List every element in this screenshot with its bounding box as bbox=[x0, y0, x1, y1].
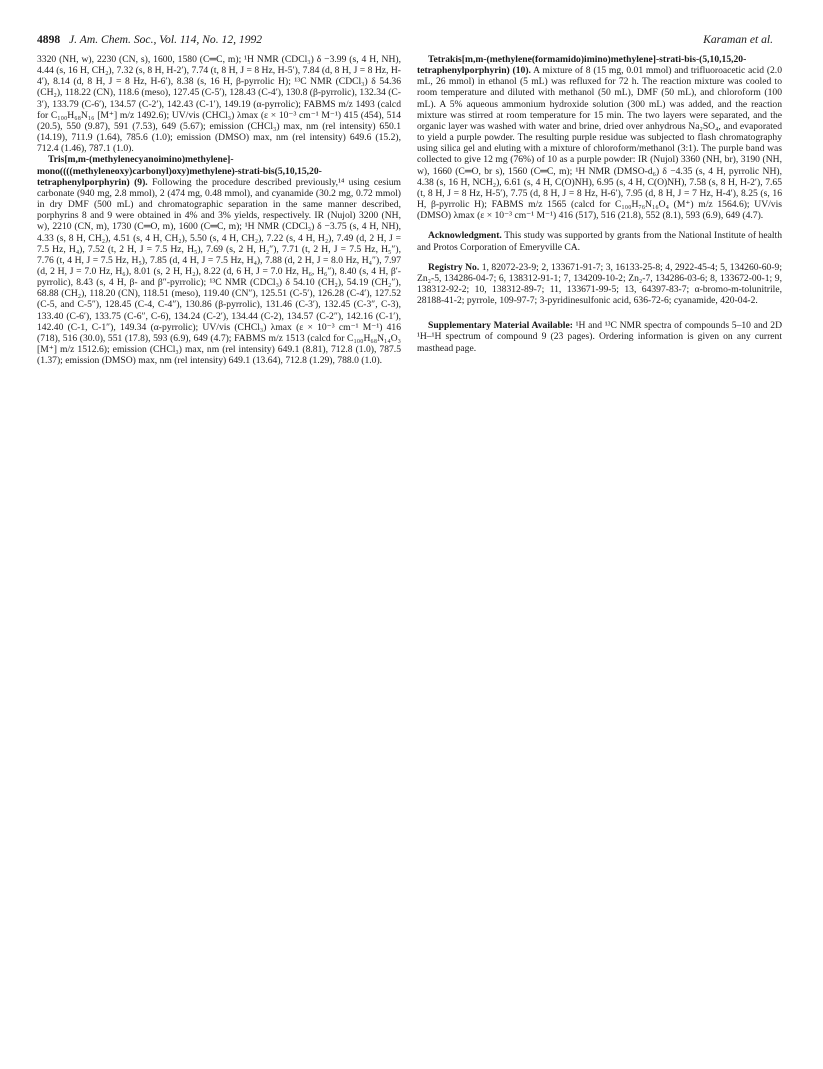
registry-text: 1, 82072-23-9; 2, 133671-91-7; 3, 16133-25-8; 4, 2922-45-4; 5, 134260-60-9; Zn₂-5, 134286-04-7; 6, 138312-91-1; 7, 134209-10-2; Zn₂-7, 134286-03-6; 8, 133672-00-1; 9, 138312-92-2; 10, 138312-89-7; 11, 133671-99-5; 13, 64397-83-7; α-bromo-m-tolunitrile, 28188-41-2; pyrrole, 109-97-7; 3-pyridinesulfonic acid, 636-72-6; cyanamide, 420-04-2. bbox=[417, 261, 782, 307]
supplementary-text: ¹H and ¹³C NMR spectra of compounds 5–10 and 2D ¹H–¹H spectrum of compound 9 (23 pages). Ordering information is given on any current masthead page. bbox=[417, 320, 782, 354]
registry-title: Registry No. bbox=[428, 261, 480, 273]
compound-10-paragraph bbox=[417, 54, 782, 221]
compound-8-text: 3320 (NH, w), 2230 (CN, s), 1600, 1580 (C═C, m); ¹H NMR (CDCl₃) δ −3.99 (s, 4 H, NH), 4.44 (s, 16 H, CH₂), 7.32 (s, 8 H, H-2′), 7.74 (t, 8 H, J = 8 Hz, H-5′), 7.84 (d, 8 H, J = 8 Hz, H-4′), 8.14 (d, 8 H, J = 8 Hz, H-6′), 8.38 (s, 16 H, β-pyrrolic H); ¹³C NMR (CDCl₃) δ 54.36 (CH₂), 118.22 (CN), 118.6 (meso), 127.45 (C-5′), 128.43 (C-4′), 130.8 (β-pyrrolic), 132.34 (C-3′), 133.79 (C-6′), 134.57 (C-2′), 142.43 (C-1′), 149.19 (α-pyrrolic); FABMS m/z 1493 (calcd for C₁₀₀H₆₈N₁₆ [M⁺] m/z 1492.6); UV/vis (CHCl₃) λmax (ε × 10⁻³ cm⁻¹ M⁻¹) 415 (454), 514 (20.5), 550 (9.87), 591 (7.53), 649 (5.67); emission (CHCl₃) max, nm (rel intensity) 650.1 (14.19), 711.9 (1.64), 785.6 (1.0); emission (DMSO) max, nm (rel intensity) 649.6 (15.2), 712.4 (1.46), 787.1 (1.0). bbox=[37, 54, 401, 155]
running-header bbox=[37, 33, 773, 51]
supplementary-title: Supplementary Material Available: bbox=[428, 320, 573, 332]
right-column bbox=[417, 54, 782, 354]
registry-paragraph bbox=[417, 262, 782, 307]
running-authors: Karaman et al. bbox=[703, 33, 773, 46]
compound-9-text: Following the procedure described previously,¹⁴ using cesium carbonate (940 mg, 2.8 mmol), 2 (474 mg, 0.48 mmol), and cyanamide (30.2 mg, 0.72 mmol) in dry DMF (500 mL) and chromatographic separation in the same manner described, porphyrins 8 and 9 were obtained in 4% and 3% yields, respectively. IR (Nujol) 3200 (NH, w), 2210 (CN, m), 1730 (C═O, m), 1600 (C═C, m); ¹H NMR (CDCl₃) δ −3.75 (s, 4 H, NH), 4.33 (s, 8 H, CH₂), 4.51 (s, 4 H, CH₂), 5.50 (s, 4 H, CH₂), 7.22 (s, 4 H, H₂), 7.49 (d, 2 H, J = 7.5 Hz, H₄), 7.52 (t, 2 H, J = 7.5 Hz, H₅), 7.69 (s, 2 H, H₂″), 7.71 (t, 2 H, J = 7.5 Hz, H₅″), 7.76 (t, 4 H, J = 7.5 Hz, H₅), 7.85 (d, 4 H, J = 7.5 Hz, H₄), 7.88 (d, 2 H, J = 8.0 Hz, H₄″), 7.97 (d, 2 H, J = 7.0 Hz, H₆), 8.01 (s, 2 H, H₂), 8.22 (d, 6 H, J = 7.0 Hz, H₆, H₆″), 8.40 (s, 4 H, β′-pyrrolic), 8.43 (s, 4 H, β- and β″-pyrrolic); ¹³C NMR (CDCl₃) δ 54.10 (CH₂), 54.19 (CH₂″), 68.88 (CH₂), 118.20 (CN), 118.51 (meso), 119.40 (CN″), 125.51 (C-5′), 126.28 (C-4′), 127.52 (C-5, and C-5″), 128.45 (C-4, C-4″), 130.86 (β-pyrrolic), 131.46 (C-3′), 132.45 (C-3″, C-3), 133.40 (C-6′), 133.75 (C-6″, C-6), 134.24 (C-2′), 134.44 (C-2), 134.57 (C-2″), 142.16 (C-1′), 142.40 (C-1, C-1″), 149.34 (α-pyrrolic); UV/vis (CHCl₃) λmax (ε × 10⁻³ cm⁻¹ M⁻¹) 416 (718), 516 (30.0), 551 (17.8), 593 (6.9), 649 (4.7); FABMS m/z 1513 (calcd for C₁₀₀H₆₈N₁₄O₃ [M⁺] m/z 1512.6); emission (CHCl₃) max, nm (rel intensity) 649.1 (8.81), 712.8 (1.0), 787.5 (1.37); emission (DMSO) max, nm (rel intensity) 649.1 (13.64), 712.8 (1.29), 788.0 (1.0). bbox=[37, 176, 402, 367]
left-column bbox=[37, 54, 401, 366]
compound-10-title: Tetrakis[m,m-(methylene(formamido)imino)methylene]-strati-bis-(5,10,15,20-tetraphenylporphyrin) (10). bbox=[417, 54, 747, 77]
acknowledgment-paragraph bbox=[417, 230, 782, 252]
supplementary-paragraph bbox=[417, 320, 782, 353]
page-number: 4898 bbox=[37, 33, 61, 46]
acknowledgment-title: Acknowledgment. bbox=[428, 230, 502, 242]
acknowledgment-text: This study was supported by grants from the National Institute of health and Protos Corporation of Emeryville CA. bbox=[417, 230, 782, 253]
compound-9-paragraph bbox=[37, 154, 401, 366]
compound-8-data bbox=[37, 54, 401, 154]
journal-citation: J. Am. Chem. Soc., Vol. 114, No. 12, 1992 bbox=[69, 33, 263, 46]
compound-9-title: Tris[m,m-(methylenecyanoimino)methylene]-mono((((methyleneoxy)carbonyl)oxy)methylene)-strati-bis(5,10,15,20-tetraphenylporphyrin) (9). bbox=[37, 154, 322, 188]
compound-10-text: A mixture of 8 (15 mg, 0.01 mmol) and trifluoroacetic acid (2.0 mL, 26 mmol) in ethanol (5 mL) was refluxed for 72 h. The reaction mixture was cooled to room temperature and diluted with methanol (50 mL), DMF (50 mL), and chloroform (100 mL). A 5% aqueous ammonium hydroxide solution (300 mL) was added, and the reaction mixture was stirred at room temperature for 15 min. The two layers were separated, and the organic layer was washed with water and brine, dried over anhydrous Na₂SO₄, and evaporated to yield a purple powder. The resulting purple residue was subjected to flash chromatography using silica gel and eluting with a mixture of chloroform/methanol (3:1). The purple band was collected to give 12 mg (76%) of 10 as a purple powder: IR (Nujol) 3360 (NH, br), 3190 (NH, w), 1660 (C═O, br s), 1560 (C═C, m); ¹H NMR (DMSO-d₆) δ −4.35 (s, 4 H, pyrrolic NH), 4.38 (s, 16 H, NCH₂), 6.61 (s, 4 H, C(O)NH), 6.95 (s, 4 H, C(O)NH), 7.58 (s, 8 H, H-2′), 7.65 (t, 8 H, J = 8 Hz, H-5′), 7.75 (d, 8 H, J = 8 Hz, H-6′), 7.95 (d, 8 H, J = 7 Hz, H-4′), 8.25 (s, 16 H, β-pyrrolic H); FABMS m/z 1565 (calcd for C₁₀₀H₇₆N₁₆O₄ (M⁺) m/z 1564.6); UV/vis (DMSO) λmax (ε × 10⁻³ cm⁻¹ M⁻¹) 416 (517), 516 (21.8), 552 (8.1), 593 (6.9), 649 (4.7). bbox=[417, 65, 782, 222]
